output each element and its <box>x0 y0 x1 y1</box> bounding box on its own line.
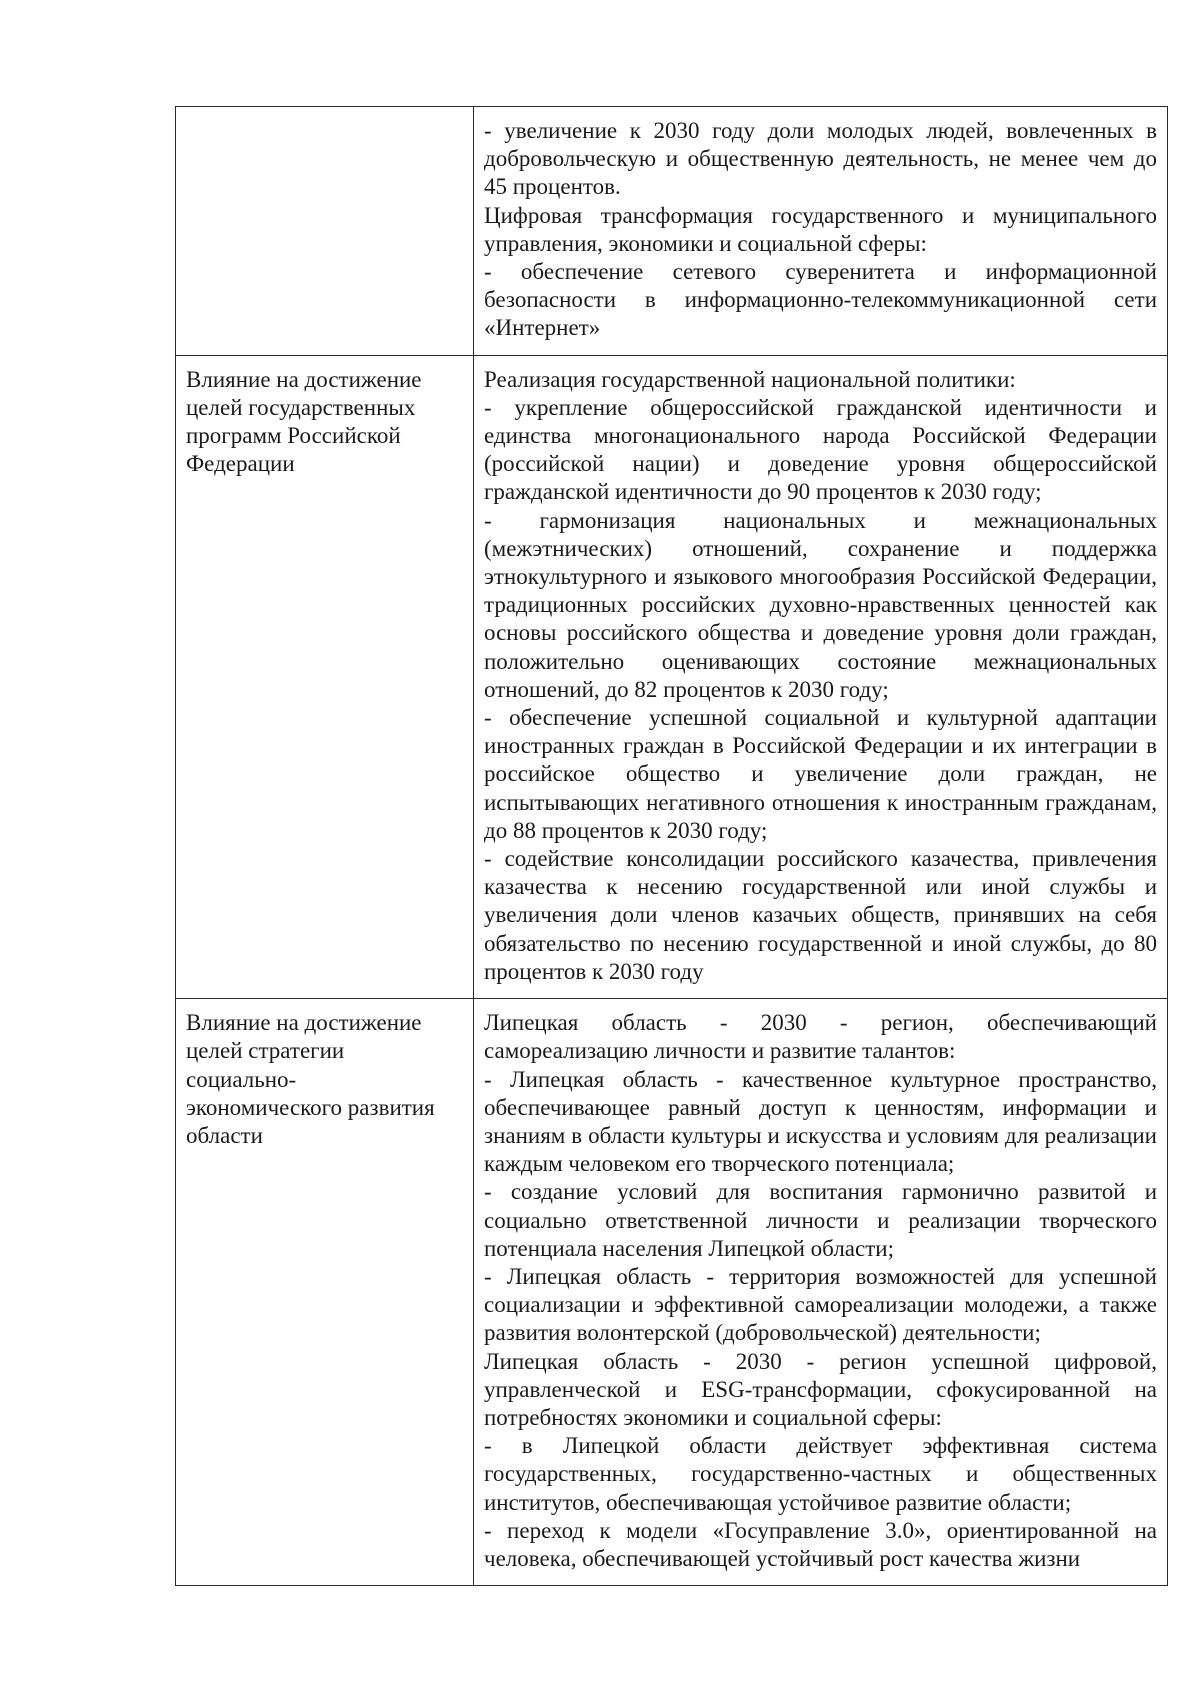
document-table <box>175 106 1168 1586</box>
row-label: Влияние на достижение целей государственных программ Российской Федерации <box>186 366 422 477</box>
row-label: Влияние на достижение целей стратегии социально-экономического развития области <box>186 1010 435 1148</box>
row-content-cell <box>474 355 1168 998</box>
content-paragraph: - обеспечение сетевого суверенитета и информационной безопасности в информационно-телекоммуникационной сети «Интернет» <box>484 259 1157 341</box>
content-paragraph: - укрепление общероссийской гражданской идентичности и единства многонационального народа Российской Федерации (российской нации) и доведение уровня общероссийской гражданской идентичности до 90 процентов к 2030 году; <box>484 394 1157 505</box>
row-label-cell <box>176 355 474 998</box>
content-paragraph: - гармонизация национальных и межнациональных (межэтнических) отношений, сохранение и поддержка этнокультурного и языкового многообразия Российской Федерации, традиционных российских духовно-нравственных ценностей как основы российского общества и доведение уровня доли граждан, положительно оценивающих состояние межнациональных отношений, до 82 процентов к 2030 году; <box>484 507 1157 702</box>
content-paragraph: - создание условий для воспитания гармонично развитой и социально ответственной личности и реализации творческого потенциала населения Липецкой области; <box>484 1179 1157 1261</box>
table-row <box>176 355 1168 998</box>
content-paragraph: Реализация государственной национальной политики: <box>484 366 1016 392</box>
content-paragraph: Липецкая область - 2030 - регион, обеспечивающий самореализацию личности и развитие талантов: <box>484 1010 1157 1064</box>
row-label-cell <box>176 999 474 1586</box>
row-content-cell <box>474 999 1168 1586</box>
row-content-cell <box>474 107 1168 356</box>
row-label-cell <box>176 107 474 356</box>
content-paragraph: - в Липецкой области действует эффективная система государственных, государственно-частных и общественных институтов, обеспечивающая устойчивое развитие области; <box>484 1433 1157 1515</box>
table-row <box>176 999 1168 1586</box>
content-paragraph: - Липецкая область - качественное культурное пространство, обеспечивающее равный доступ к ценностям, информации и знаниям в области культуры и искусства и условиям для реализации каждым человеком его творческого потенциала; <box>484 1066 1157 1177</box>
content-paragraph: - переход к модели «Госуправление 3.0», ориентированной на человека, обеспечивающей устойчивый рост качества жизни <box>484 1517 1157 1571</box>
content-paragraph: - увеличение к 2030 году доли молодых людей, вовлеченных в добровольческую и общественную деятельность, не менее чем до 45 процентов. <box>484 118 1157 200</box>
content-paragraph: Липецкая область - 2030 - регион успешной цифровой, управленческой и ESG-трансформации, сфокусированной на потребностях экономики и социальной сферы: <box>484 1348 1157 1430</box>
table-row <box>176 107 1168 356</box>
content-paragraph: - Липецкая область - территория возможностей для успешной социализации и эффективной самореализации молодежи, а также развития волонтерской (добровольческой) деятельности; <box>484 1263 1157 1346</box>
content-paragraph: - обеспечение успешной социальной и культурной адаптации иностранных граждан в Российской Федерации и их интеграции в российское общество и увеличение доли граждан, не испытывающих негативного отношения к иностранным гражданам, до 88 процентов к 2030 году; <box>484 705 1157 843</box>
content-paragraph: Цифровая трансформация государственного и муниципального управления, экономики и социальной сферы: <box>484 202 1157 256</box>
content-paragraph: - содействие консолидации российского казачества, привлечения казачества к несению государственной или иной службы и увеличения доли членов казачьих обществ, принявших на себя обязательство по несению государственной и иной службы, до 80 процентов к 2030 году <box>484 846 1157 984</box>
